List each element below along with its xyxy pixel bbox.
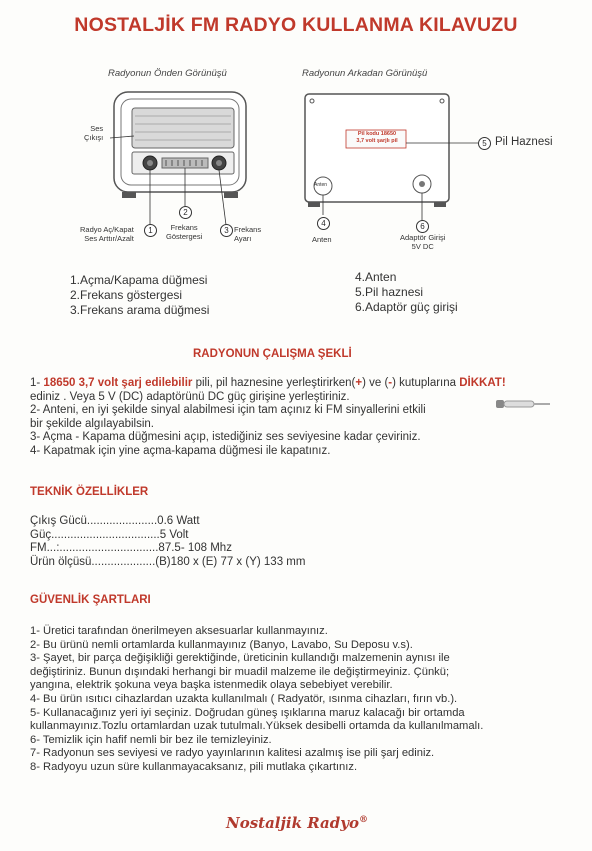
- callout-number-6: 6: [416, 220, 429, 233]
- parts-list-right: [355, 270, 458, 315]
- battery-sticker: Pil kodu 18650 3,7 volt şarjlı pil: [356, 131, 398, 144]
- safety-heading: GÜVENLİK ŞARTLARI: [30, 594, 151, 606]
- speaker-label: Ses Çıkışı: [84, 124, 104, 142]
- radio-front-illustration: [114, 92, 246, 198]
- freq-display-label: Frekans Göstergesi: [166, 223, 203, 241]
- specs-table: [30, 515, 305, 569]
- power-label: Radyo Aç/Kapat Ses Arttır/Azalt: [80, 225, 134, 243]
- list-item: 1.Açma/Kapama düğmesi: [70, 273, 208, 287]
- list-item: 6.Adaptör güç girişi: [355, 300, 458, 314]
- adapter-label: Adaptör Girişi 5V DC: [400, 233, 446, 251]
- list-item: 3.Frekans arama düğmesi: [70, 303, 210, 317]
- spec-row: Ürün ölçüsü....................(B)180 x (E) 77 x (Y) 133 mm: [30, 555, 306, 568]
- antenna-label: Anten: [312, 235, 332, 244]
- list-item: 4.Anten: [355, 270, 397, 284]
- radio-back-illustration: [305, 94, 449, 207]
- spec-row: FM...:...............................87.5- 108 Mhz: [30, 542, 232, 554]
- battery-compartment-label: Pil Haznesi: [495, 136, 553, 148]
- spec-row: Güç..................................5 Volt: [30, 528, 189, 541]
- brand-logo: Nostaljik Radyo®: [226, 814, 368, 832]
- callout-number-3: 3: [220, 224, 233, 237]
- callout-number-2: 2: [179, 206, 192, 219]
- back-view-caption: Radyonun Arkadan Görünüşü: [302, 68, 428, 79]
- adapter-cable-icon: [494, 396, 552, 412]
- parts-list-left: [70, 273, 209, 318]
- list-item: 2.Frekans göstergesi: [70, 288, 183, 302]
- operation-line-1: 1- 18650 3,7 volt şarj edilebilir pili, pil haznesine yerleştirirken(+) ve (-) kutuplarına DİKKAT!: [30, 377, 506, 389]
- safety-text: 1- Üretici tarafından önerilmeyen aksesuarlar kullanmayınız. 2- Bu ürünü nemli ortamlarda kullanmayınız (Banyo, Lavabo, Su Deposu v.s). 3- Şayet, bir parça değişikliği gerektiğinde, üreticinin kullandığı malzemenin aynısı ile değiştiriniz. Bunun dışındaki herhangi bir muadil malzeme ile değiştirmeyiniz. Çünkü; yangına, elektrik şokuna veya başka istenmedik olaya sebebiyet verebilir. 4- Bu ürün ısıtıcı cihazlardan uzakta kullanılmalı ( Radyatör, ısınma cihazları, fırın vb.). 5- Kullanacağınız yeri iyi seçiniz. Doğrudan güneş ışıklarına maruz kalacağı bir ortamda kullanmayınız.Tozlu ortamlardan uzak tutulmalı.Yüksek desibelli ortamda da kullanılmamalı. 6- Temizlik için hafif nemli bir bez ile temizleyiniz. 7- Radyonun ses seviyesi ve radyo yayınlarının kalitesi azalmış ise pili şarj ediniz. 8- Radyoyu uzun süre kullanmayacaksanız, pili mutlaka çıkartınız.: [30, 625, 484, 773]
- callout-number-4: 4: [317, 217, 330, 230]
- page-title: NOSTALJİK FM RADYO KULLANMA KILAVUZU: [74, 14, 518, 36]
- specs-heading: TEKNİK ÖZELLİKLER: [30, 486, 149, 498]
- operation-text: 1- 18650 3,7 volt şarj edilebilir pili, pil haznesine yerleştirirken(+) ve (-) kutuplarına DİKKAT! ediniz . Veya 5 V (DC) adaptörünü DC güç girişine yerleştiriniz. 2- Anteni, en iyi şekilde sinyal alabilmesi için tam açınız ki FM sinyallerini etkili bir şekilde algılayabilsin. 3- Açma - Kapama düğmesini açıp, istediğiniz ses seviyesine kadar çeviriniz. 4- Kapatmak için yine açma-kapama düğmesi ile kapatınız.: [30, 377, 506, 457]
- callout-number-5: 5: [478, 137, 491, 150]
- antenna-port-text: Anten: [314, 182, 328, 188]
- front-view-caption: Radyonun Önden Görünüşü: [108, 68, 227, 79]
- freq-tune-label: Frekans Ayarı: [234, 225, 262, 243]
- operation-heading: RADYONUN ÇALIŞMA ŞEKLİ: [193, 348, 352, 360]
- callout-number-1: 1: [144, 224, 157, 237]
- spec-row: Çıkış Gücü......................0.6 Watt: [30, 515, 200, 527]
- list-item: 5.Pil haznesi: [355, 285, 424, 299]
